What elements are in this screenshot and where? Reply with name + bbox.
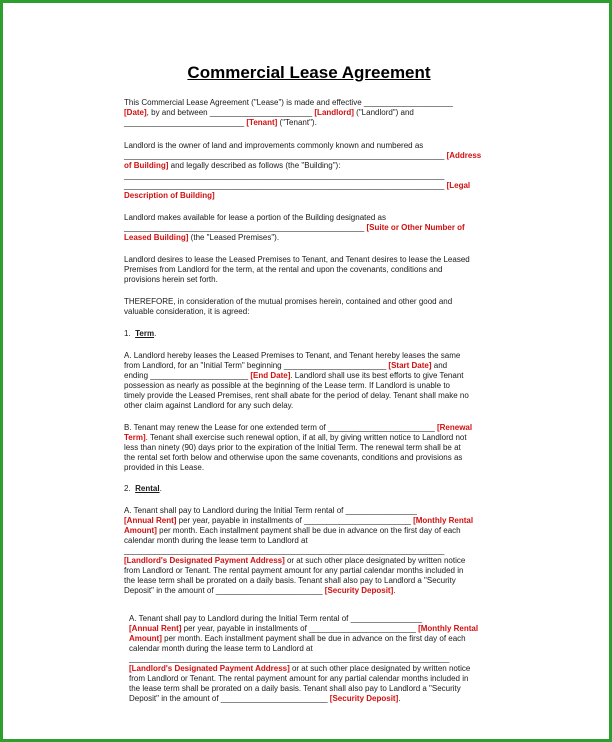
- placeholder-field: [Monthly Rental: [418, 624, 479, 633]
- line-text: A. Landlord hereby leases the Leased Premises to Tenant, and Tenant hereby leases the same: [124, 351, 461, 360]
- line-text: possession as nearly as possible at the beginning of the Lease term. If Landlord is unable to: [124, 381, 450, 390]
- line-text: ________________________________________________________________________: [129, 654, 450, 663]
- text-line: [129, 694, 401, 704]
- placeholder-field: [Suite or Other Number of: [366, 223, 465, 232]
- text-line: [124, 453, 462, 463]
- placeholder-field: [Annual Rent]: [129, 624, 182, 633]
- line-text: and: [431, 361, 448, 370]
- text-line: [124, 98, 453, 108]
- placeholder-field: [Monthly Rental: [413, 516, 474, 525]
- text-line: [124, 401, 293, 411]
- line-text: ________________________________________________________________________: [124, 181, 447, 190]
- line-text: ("Tenant").: [277, 118, 317, 127]
- text-line: [129, 614, 422, 624]
- text-line: [124, 586, 396, 596]
- placeholder-field: [Address: [446, 151, 482, 160]
- line-text: (the "Leased Premises").: [188, 233, 280, 242]
- line-text: provisions herein set forth.: [124, 275, 218, 284]
- line-text: per month. Each installment payment shall be due in advance on the first day of each: [161, 634, 466, 643]
- text-line: [129, 674, 468, 684]
- placeholder-field: [End Date]: [250, 371, 291, 380]
- line-text: ________________________________________________________________________: [124, 151, 447, 160]
- line-text: ___________________________: [124, 118, 247, 127]
- text-line: [124, 506, 417, 516]
- text-line: [124, 151, 481, 161]
- section-heading: Rental: [135, 484, 160, 493]
- text-line: [124, 556, 465, 566]
- text-line: [124, 297, 452, 307]
- placeholder-field: [Landlord's Designated Payment Address]: [124, 556, 285, 565]
- text-line: [124, 213, 386, 223]
- line-text: timely provide the Leased Premises, rent shall abate for the period of delay. Tenant shall make no: [124, 391, 469, 400]
- text-line: [129, 664, 470, 674]
- line-text: per year, payable in installments of ________________________: [176, 516, 414, 525]
- text-line: [124, 223, 465, 233]
- line-text: A. Tenant shall pay to Landlord during the Initial Term rental of ________________: [129, 614, 422, 623]
- text-line: [129, 684, 461, 694]
- line-text: 2.: [124, 484, 136, 493]
- text-line: [124, 423, 472, 433]
- text-line: [124, 191, 215, 201]
- line-text: ________________________________________________________________________: [124, 546, 445, 555]
- line-text: Premises from Landlord for the term, at the rental and upon the covenants, conditions and: [124, 265, 443, 274]
- document-title: Commercial Lease Agreement: [187, 63, 431, 82]
- text-line: [124, 265, 442, 275]
- text-line: [124, 351, 460, 361]
- text-line: [124, 233, 279, 243]
- line-text: and legally described as follows (the "Building"):: [168, 161, 341, 170]
- text-line: [124, 361, 447, 371]
- placeholder-field: [Annual Rent]: [124, 516, 177, 525]
- text-line: [124, 329, 156, 339]
- line-text: provided in this Lease.: [124, 463, 205, 472]
- text-line: [124, 108, 414, 118]
- text-line: [124, 275, 218, 285]
- line-text: less than ninety (90) days prior to the expiration of the Initial Term. The renewal term shall be at: [124, 443, 461, 452]
- placeholder-field: [Date]: [124, 108, 147, 117]
- line-text: Landlord desires to lease the Leased Premises to Tenant, and Tenant desires to lease the Leased: [124, 255, 470, 264]
- line-text: ________________________________________________________________________: [124, 171, 445, 180]
- text-line: [129, 654, 449, 664]
- line-text: This Commercial Lease Agreement ("Lease") is made and effective ____________________: [124, 98, 453, 107]
- placeholder-field: [Landlord]: [314, 108, 354, 117]
- placeholder-field: Amount]: [124, 526, 157, 535]
- line-text: . Tenant shall exercise such renewal option, if at all, by giving written notice to Landlord not: [145, 433, 467, 442]
- text-line: [124, 118, 317, 128]
- placeholder-field: [Legal: [446, 181, 471, 190]
- line-text: the rental set forth below and otherwise upon the same covenants, conditions and provisions as: [124, 453, 463, 462]
- text-line: [124, 463, 204, 473]
- line-text: the lease term shall be prorated on a daily basis. Tenant shall also pay to Landlord a "Security: [124, 576, 456, 585]
- line-text: .: [398, 694, 401, 703]
- text-line: [129, 634, 466, 644]
- text-line: [124, 371, 464, 381]
- line-text: from Landlord or Tenant. The rental payment amount for any partial calendar months included in: [124, 566, 464, 575]
- text-line: [124, 255, 470, 265]
- text-line: [124, 576, 456, 586]
- text-line: [124, 171, 444, 181]
- placeholder-field: of Building]: [124, 161, 169, 170]
- text-line: [129, 644, 313, 654]
- line-text: per month. Each installment payment shall be due in advance on the first day of each: [156, 526, 461, 535]
- text-line: [124, 161, 340, 171]
- line-text: Landlord makes available for lease a portion of the Building designated as: [124, 213, 386, 222]
- line-text: Deposit" in the amount of ________________________: [124, 586, 325, 595]
- line-text: calendar month during the lease term to Landlord at: [124, 536, 308, 545]
- line-text: ("Landlord") and: [353, 108, 414, 117]
- text-line: [124, 381, 450, 391]
- line-text: .: [393, 586, 396, 595]
- line-text: 1.: [124, 329, 136, 338]
- line-text: , by and between _______________________: [146, 108, 315, 117]
- line-text: or at such other place designated by written notice: [284, 556, 466, 565]
- line-text: . Landlord shall use its best efforts to give Tenant: [290, 371, 464, 380]
- text-line: [124, 546, 444, 556]
- line-text: THEREFORE, in consideration of the mutual promises herein, contained and other good and: [124, 297, 453, 306]
- line-text: ______________________________________________________: [124, 223, 367, 232]
- line-text: per year, payable in installments of ________________________: [181, 624, 419, 633]
- text-line: [124, 526, 461, 536]
- line-text: the lease term shall be prorated on a daily basis. Tenant shall also pay to Landlord a "Security: [129, 684, 461, 693]
- placeholder-field: Description of Building]: [124, 191, 215, 200]
- text-line: [129, 624, 478, 634]
- line-text: other claim against Landlord for any such delay.: [124, 401, 294, 410]
- placeholder-field: Amount]: [129, 634, 162, 643]
- line-text: B. Tenant may renew the Lease for one extended term of ________________________: [124, 423, 437, 432]
- placeholder-field: Leased Building]: [124, 233, 189, 242]
- placeholder-field: [Landlord's Designated Payment Address]: [129, 664, 290, 673]
- placeholder-field: [Security Deposit]: [324, 586, 394, 595]
- placeholder-field: [Tenant]: [246, 118, 278, 127]
- line-text: Landlord is the owner of land and improvements commonly known and numbered as: [124, 141, 424, 150]
- line-text: Deposit" in the amount of ________________________: [129, 694, 330, 703]
- text-line: [124, 536, 308, 546]
- text-line: [124, 391, 469, 401]
- text-line: [124, 484, 162, 494]
- text-line: [124, 443, 461, 453]
- text-line: [124, 141, 423, 151]
- text-line: [124, 566, 463, 576]
- line-text: A. Tenant shall pay to Landlord during the Initial Term rental of ________________: [124, 506, 417, 515]
- text-line: [124, 181, 470, 191]
- text-line: [124, 307, 249, 317]
- line-text: from Landlord or Tenant. The rental payment amount for any partial calendar months included in: [129, 674, 469, 683]
- text-line: [124, 516, 473, 526]
- placeholder-field: Term]: [124, 433, 146, 442]
- line-text: .: [159, 484, 162, 493]
- line-text: valuable consideration, it is agreed:: [124, 307, 250, 316]
- placeholder-field: [Start Date]: [388, 361, 432, 370]
- placeholder-field: [Renewal: [436, 423, 473, 432]
- line-text: ending ______________________: [124, 371, 251, 380]
- line-text: calendar month during the lease term to Landlord at: [129, 644, 313, 653]
- text-line: [124, 433, 467, 443]
- line-text: .: [154, 329, 157, 338]
- placeholder-field: [Security Deposit]: [329, 694, 399, 703]
- line-text: from Landlord, for an "Initial Term" beginning _______________________: [124, 361, 389, 370]
- line-text: or at such other place designated by written notice: [289, 664, 471, 673]
- section-heading: Term: [135, 329, 155, 338]
